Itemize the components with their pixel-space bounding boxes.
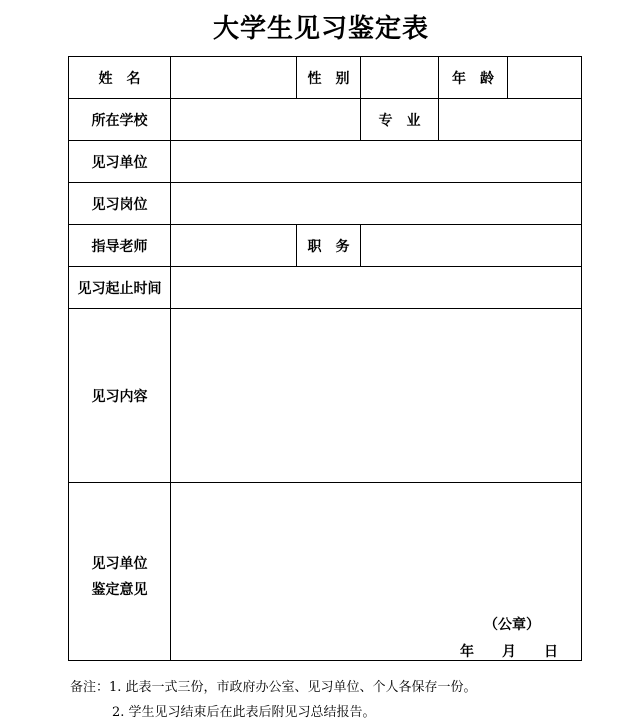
position-field[interactable] bbox=[361, 225, 581, 266]
post-field[interactable] bbox=[171, 183, 581, 224]
age-label: 年 龄 bbox=[452, 70, 494, 87]
date-month: 月 bbox=[502, 644, 516, 660]
name-label: 姓 名 bbox=[98, 70, 141, 87]
gender-field[interactable] bbox=[361, 57, 438, 98]
content-field[interactable] bbox=[171, 309, 581, 482]
period-label: 见习起止时间 bbox=[77, 280, 162, 297]
position-label: 职 务 bbox=[307, 238, 350, 255]
period-field[interactable] bbox=[171, 267, 581, 308]
age-field[interactable] bbox=[508, 57, 581, 98]
name-field[interactable] bbox=[171, 57, 296, 98]
date-day: 日 bbox=[544, 644, 558, 660]
mentor-field[interactable] bbox=[171, 225, 296, 266]
note-line-1: 备注：1. 此表一式三份，市政府办公室、见习单位、个人各保存一份。 bbox=[70, 680, 477, 695]
major-field[interactable] bbox=[439, 99, 581, 140]
post-label: 见习岗位 bbox=[91, 196, 148, 213]
opinion-label-line2: 鉴定意见 bbox=[91, 582, 148, 598]
gender-label: 性 别 bbox=[307, 70, 350, 87]
note-line-2: 2. 学生见习结束后在此表后附见习总结报告。 bbox=[112, 705, 376, 720]
mentor-label: 指导老师 bbox=[91, 238, 148, 255]
content-label: 见习内容 bbox=[91, 388, 148, 405]
school-label: 所在学校 bbox=[91, 112, 148, 129]
unit-label: 见习单位 bbox=[91, 154, 148, 171]
seal-label: （公章） bbox=[484, 617, 540, 633]
opinion-label-line1: 见习单位 bbox=[91, 556, 148, 572]
unit-field[interactable] bbox=[171, 141, 581, 182]
major-label: 专 业 bbox=[378, 112, 421, 129]
school-field[interactable] bbox=[171, 99, 360, 140]
date-year: 年 bbox=[460, 644, 474, 660]
page-title: 大学生见习鉴定表 bbox=[212, 14, 429, 44]
